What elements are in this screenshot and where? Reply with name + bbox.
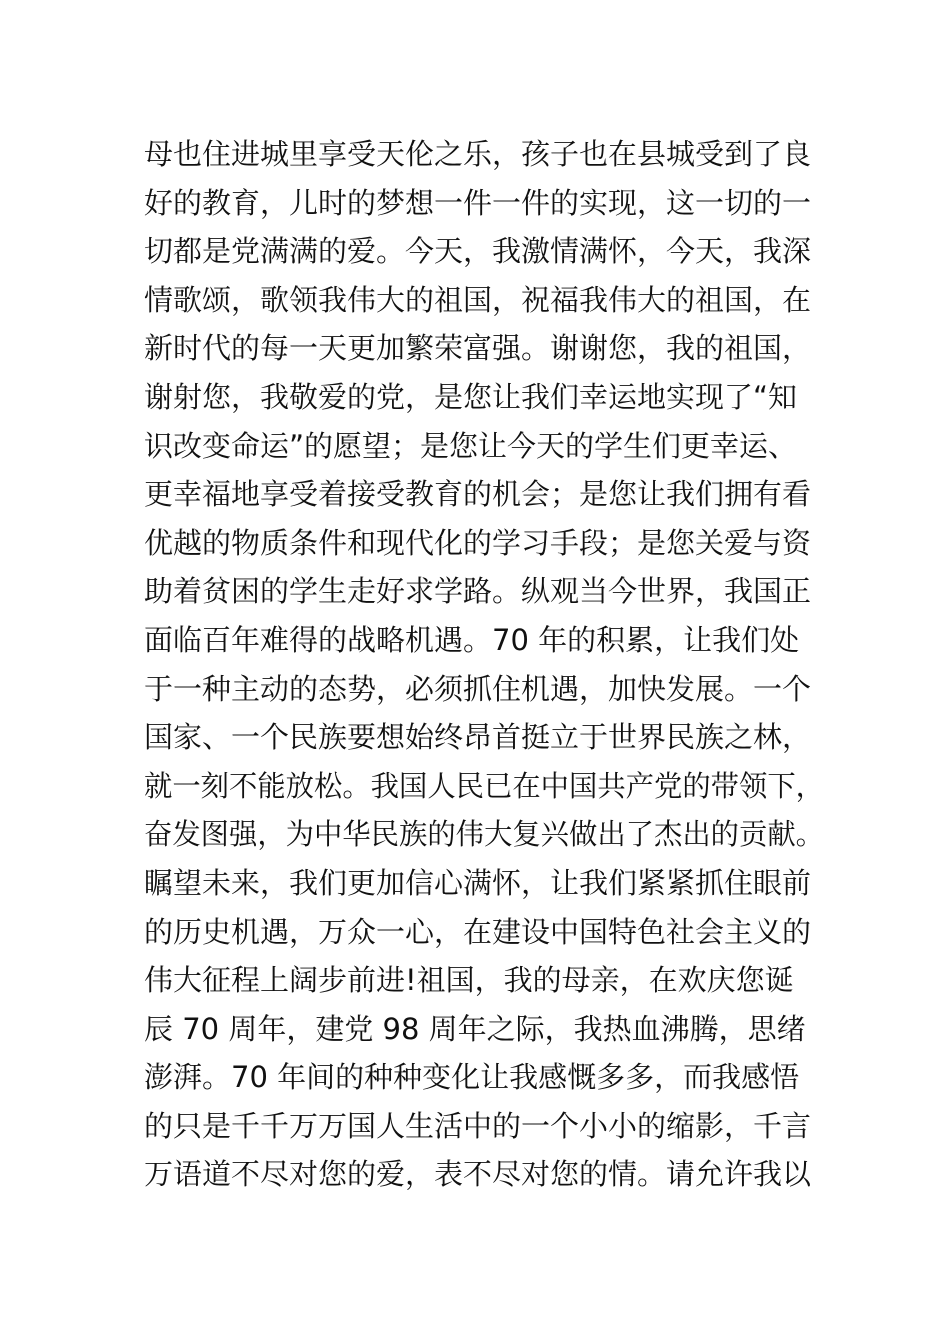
text-line: 好的教育，儿时的梦想一件一件的实现，这一切的一	[144, 185, 812, 220]
text-line: 助着贫困的学生走好求学路。纵观当今世界，我国正	[144, 574, 812, 609]
text-line: 识改变命运”的愿望；是您让今天的学生们更幸运、	[144, 428, 798, 463]
text-line: 切都是党满满的爱。今天，我激情满怀，今天，我深	[144, 234, 812, 269]
text-line: 辰 70 周年，建党 98 周年之际，我热血沸腾，思绪	[144, 1011, 806, 1046]
body-text	[144, 130, 824, 1199]
text-line: 伟大征程上阔步前进!祖国，我的母亲，在欢庆您诞	[144, 963, 794, 998]
text-line: 万语道不尽对您的爱，表不尽对您的情。请允许我以	[144, 1157, 812, 1192]
text-line: 澎湃。70 年间的种种变化让我感慨多多，而我感悟	[144, 1060, 800, 1095]
text-line: 瞩望未来，我们更加信心满怀，让我们紧紧抓住眼前	[144, 865, 812, 900]
text-line: 新时代的每一天更加繁荣富强。谢谢您，我的祖国，	[144, 331, 812, 366]
text-line: 就一刻不能放松。我国人民已在中国共产党的带领下，	[144, 768, 825, 803]
text-line: 于一种主动的态势，必须抓住机遇，加快发展。一个	[144, 671, 812, 706]
text-line: 谢射您，我敬爱的党，是您让我们幸运地实现了“知	[144, 379, 798, 414]
text-line: 更幸福地享受着接受教育的机会；是您让我们拥有看	[144, 477, 812, 512]
text-line: 面临百年难得的战略机遇。70 年的积累，让我们处	[144, 622, 800, 657]
text-line: 情歌颂，歌领我伟大的祖国，祝福我伟大的祖国，在	[144, 282, 812, 317]
text-line: 优越的物质条件和现代化的学习手段；是您关爱与资	[144, 525, 812, 560]
text-line: 的历史机遇，万众一心，在建设中国特色社会主义的	[144, 914, 812, 949]
text-line: 奋发图强，为中华民族的伟大复兴做出了杰出的贡献。	[144, 817, 825, 852]
text-line: 国家、一个民族要想始终昂首挺立于世界民族之林，	[144, 720, 812, 755]
text-line: 的只是千千万万国人生活中的一个小小的缩影，千言	[144, 1108, 812, 1143]
text-line: 母也住进城里享受天伦之乐，孩子也在县城受到了良	[144, 137, 812, 171]
